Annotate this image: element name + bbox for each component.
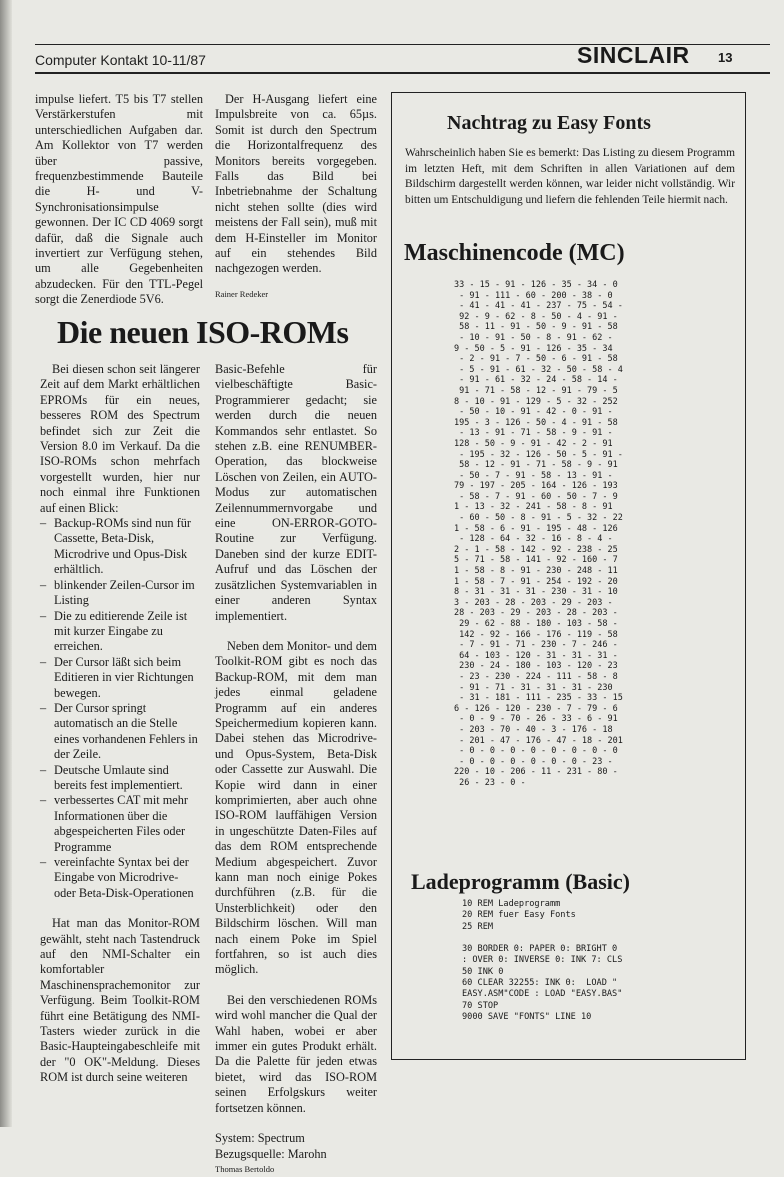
mc-line: 195 - 3 - 126 - 50 - 4 - 91 - 58	[454, 417, 618, 428]
mc-line: 6 - 126 - 120 - 230 - 7 - 79 - 6	[454, 703, 618, 714]
feature-item: – blinkender Zeilen-Cursor im Listing	[40, 578, 200, 609]
top-article-col2	[215, 92, 377, 302]
mc-line: 79 - 197 - 205 - 164 - 126 - 193	[454, 481, 618, 492]
mc-line: 1 - 58 - 7 - 91 - 254 - 192 - 20	[454, 576, 618, 587]
mc-line: 92 - 9 - 62 - 8 - 50 - 4 - 91 -	[454, 311, 618, 322]
top-article-paragraph: impulse liefert. T5 bis T7 stellen Verstärkerstufen mit unterschiedlichen Aufgaben dar. Am Kollektor von T7 werden über passive, frequenzbestimmende Bauteile die H- und V-Synchronisationsimpulse gewonnen. Der IC CD 4069 sorgt dafür, daß die Signale auch invertiert zur Verfügung stehen, um alle Gegebenheiten abzudecken. Für den TTL-Pegel sorgt die Zenerdiode 5V6.	[35, 92, 203, 307]
mc-line: 3 - 203 - 28 - 203 - 29 - 203 -	[454, 597, 613, 608]
top-article-col1	[35, 92, 203, 308]
mc-line: - 0 - 9 - 70 - 26 - 33 - 6 - 91	[454, 714, 618, 725]
iso-author: Thomas Bertoldo	[215, 1163, 275, 1174]
page-shadow	[0, 0, 12, 1127]
iso-paragraph: Basic-Befehle für vielbeschäftigte Basic-Programmierer gedacht; sie werden durch die neuen Kommandos sehr entlastet. So stehen z.B. eine RENUMBER-Operation, das blockweise Löschen von Zeilen, ein AUTO-Modus zur automatischen Zeilennummernvorgabe und eine ON-ERROR-GOTO-Routine zur Verfügung. Daneben sind der kurze EDIT-Aufruf und das Löschen der zusätzlichen Systemvariablen in einer anderen Syntax implementiert.	[215, 362, 377, 623]
basic-line: : OVER 0: INVERSE 0: INK 7: CLS	[462, 955, 623, 966]
mc-line: - 5 - 91 - 61 - 32 - 50 - 58 - 4	[454, 364, 623, 375]
feature-item: – Der Cursor läßt sich beim Editieren in vier Richtungen bewegen.	[40, 655, 200, 701]
basic-line: 20 REM fuer Easy Fonts	[462, 910, 576, 921]
mc-line: 58 - 12 - 91 - 71 - 58 - 9 - 91	[454, 460, 618, 471]
mc-line: 5 - 71 - 58 - 141 - 92 - 160 - 7	[454, 555, 618, 566]
mc-line: 2 - 1 - 58 - 142 - 92 - 238 - 25	[454, 544, 618, 555]
basic-line: 10 REM Ladeprogramm	[462, 899, 561, 909]
basic-line: 60 CLEAR 32255: INK 0: LOAD "	[462, 978, 618, 989]
mc-line: - 203 - 70 - 40 - 3 - 176 - 18	[454, 724, 613, 735]
mc-line: 8 - 10 - 91 - 129 - 5 - 32 - 252	[454, 396, 618, 407]
feature-item: – Backup-ROMs sind nun für Cassette, Beta-Disk, Microdrive und Opus-Disk erhältlich.	[40, 516, 200, 578]
machine-code-listing	[454, 280, 734, 789]
mc-line: - 58 - 7 - 91 - 60 - 50 - 7 - 9	[454, 491, 618, 502]
mc-line: - 50 - 10 - 91 - 42 - 0 - 91 -	[454, 407, 613, 418]
page-number: 13	[718, 50, 733, 65]
mc-line: 28 - 203 - 29 - 203 - 28 - 203 -	[454, 608, 618, 619]
mc-line: 26 - 23 - 0 -	[454, 777, 526, 788]
mc-line: - 41 - 41 - 41 - 237 - 75 - 54 -	[454, 301, 623, 312]
iso-article-col2	[215, 362, 377, 1177]
top-article-paragraph: Der H-Ausgang liefert eine Impulsbreite von ca. 65µs. Somit ist durch den Spectrum die Horizontalfrequenz des Monitors bereits vorgegeben. Falls das Bild bei Inbetriebnahme der Schaltung nicht stehen sollte (dies wird meistens der Fall sein), muß mit dem H-Einsteller im Monitor auf ein stehendes Bild nachgezogen werden.	[215, 92, 377, 276]
mc-line: - 201 - 47 - 176 - 47 - 18 - 201	[454, 735, 623, 746]
box-title: Nachtrag zu Easy Fonts	[447, 112, 651, 134]
basic-line	[462, 933, 622, 944]
iso-article-col1	[40, 362, 200, 1086]
mc-line: - 23 - 230 - 224 - 111 - 58 - 8	[454, 671, 618, 682]
feature-item: – verbessertes CAT mit mehr Informationen über die abgespeicherten Files oder Programme	[40, 793, 200, 855]
mc-line: 142 - 92 - 166 - 176 - 119 - 58	[454, 629, 618, 640]
mc-line: 29 - 62 - 88 - 180 - 103 - 58 -	[454, 619, 618, 629]
lade-title: Ladeprogramm (Basic)	[411, 869, 630, 894]
basic-line: 50 INK 0	[462, 966, 504, 977]
mc-line: - 128 - 64 - 32 - 16 - 8 - 4 -	[454, 534, 613, 545]
mc-line: - 0 - 0 - 0 - 0 - 0 - 0 - 0 - 0	[454, 746, 618, 757]
iso-system: System: Spectrum	[215, 1131, 305, 1146]
feature-list	[40, 516, 200, 901]
mc-line: 220 - 10 - 206 - 11 - 231 - 80 -	[454, 767, 618, 778]
mc-line: 64 - 103 - 120 - 31 - 31 - 31 -	[454, 650, 618, 661]
mc-line: 1 - 58 - 8 - 91 - 230 - 248 - 11	[454, 566, 618, 577]
feature-item: – Deutsche Umlaute sind bereits fest implementiert.	[40, 763, 200, 794]
iso-article-title: Die neuen ISO-ROMs	[57, 314, 349, 350]
mc-line: 8 - 31 - 31 - 31 - 230 - 31 - 10	[454, 587, 618, 598]
basic-line: EASY.ASM"CODE : LOAD "EASY.BAS"	[462, 989, 623, 1000]
iso-paragraph: Bei den verschiedenen ROMs wird wohl mancher die Qual der Wahl haben, wobei er aber immer ein gutes Produkt erhält. Da die Palette für jeden etwas bietet, wird das ISO-ROM seinen Erfolgskurs weiter fortsetzen können.	[215, 992, 377, 1115]
box-text: Wahrscheinlich haben Sie es bemerkt: Das Listing zu diesem Programm im letzten Heft, mit dem Schriften in allen Variationen auf dem Bildschirm dargestellt werden können, war leider nicht vollständig. Wir bitten um Entschuldigung und liefern die fehlenden Teile hiermit nach.	[405, 147, 735, 206]
mc-line: - 60 - 50 - 8 - 91 - 5 - 32 - 22	[454, 513, 623, 524]
mc-line: - 2 - 91 - 7 - 50 - 6 - 91 - 58	[454, 354, 618, 365]
mc-line: - 0 - 0 - 0 - 0 - 0 - 0 - 23 -	[454, 756, 613, 767]
mc-line: - 91 - 61 - 32 - 24 - 58 - 14 -	[454, 375, 618, 386]
feature-item: – Der Cursor springt automatisch an die Stelle eines vorhandenen Fehlers in der Zeile.	[40, 701, 200, 763]
mc-line: - 195 - 32 - 126 - 50 - 5 - 91 -	[454, 449, 623, 460]
mc-line: - 31 - 181 - 111 - 235 - 33 - 15	[454, 693, 623, 704]
feature-item: – vereinfachte Syntax bei der Eingabe von Microdrive- oder Beta-Disk-Operationen	[40, 855, 200, 901]
mc-line: 9 - 50 - 5 - 91 - 126 - 35 - 34	[454, 343, 613, 354]
mc-line: 33 - 15 - 91 - 126 - 35 - 34 - 0	[454, 280, 618, 290]
mc-line: 58 - 11 - 91 - 50 - 9 - 91 - 58	[454, 322, 618, 333]
mc-title: Maschinencode (MC)	[404, 240, 625, 266]
header-rule-bottom	[35, 72, 770, 74]
basic-line: 70 STOP	[462, 1000, 499, 1011]
iso-paragraph: Neben dem Monitor- und dem Toolkit-ROM gibt es noch das Backup-ROM, mit dem man jedes einmal geladene Programm auf ein anderes Speichermedium kopieren kann. Dabei stehen das Microdrive- und Opus-System, Beta-Disk oder Cassette zur Auswahl. Die Kopie wird dann in einer komprimierten, aber auch ohne ISO-ROM lauffähigen Version in ungeschützte Daten-Files auf das dem ROM entsprechende Medium abgespeichert. Zuvor kann man noch einige Pokes durchführen (z.B. für die Unsterblichkeit) oder den Bildschirm löschen. Will man nach einem Poke im Spiel fortfahren, so ist auch dies möglich.	[215, 638, 377, 977]
iso-intro: Bei diesen schon seit längerer Zeit auf dem Markt erhältlichen EPROMs für ein neues, besseres ROM des Spectrum befindet sich zur Zeit die Version 8.0 im Verkauf. Da die ISO-ROMs schon mehrfach vorgestellt wurden, hier nur noch einmal ihre Funktionen auf einen Blick:	[40, 362, 200, 515]
basic-line: 25 REM	[462, 921, 494, 932]
magazine-issue: Computer Kontakt 10-11/87	[35, 52, 206, 68]
basic-listing	[462, 899, 622, 1023]
mc-line: - 91 - 111 - 60 - 200 - 38 - 0	[454, 290, 613, 301]
section-title: SINCLAIR	[577, 42, 690, 68]
mc-line: - 10 - 91 - 50 - 8 - 91 - 62 -	[454, 332, 613, 343]
mc-line: - 50 - 7 - 91 - 58 - 13 - 91 -	[454, 470, 613, 481]
mc-line: 1 - 13 - 32 - 241 - 58 - 8 - 91	[454, 502, 613, 513]
basic-line: 9000 SAVE "FONTS" LINE 10	[462, 1011, 592, 1022]
mc-line: 230 - 24 - 180 - 103 - 120 - 23	[454, 661, 618, 672]
mc-line: 1 - 58 - 6 - 91 - 195 - 48 - 126	[454, 523, 618, 534]
iso-monitor-paragraph: Hat man das Monitor-ROM gewählt, steht nach Tastendruck auf den NMI-Schalter ein komfortabler Maschinensprachemonitor zur Verfügung. Beim Toolkit-ROM führt eine Betätigung des NMI-Tasters wieder zurück in die Basic-Haupteingabeschleife mit der "0 OK"-Meldung. Dieses ROM ist durch seine weiteren	[40, 916, 200, 1085]
mc-line: - 13 - 91 - 71 - 58 - 9 - 91 -	[454, 428, 613, 439]
mc-line: 128 - 50 - 9 - 91 - 42 - 2 - 91	[454, 438, 613, 449]
iso-source: Bezugsquelle: Marohn	[215, 1146, 327, 1161]
top-article-author: Rainer Redeker	[215, 288, 269, 299]
mc-line: 91 - 71 - 58 - 12 - 91 - 79 - 5	[454, 385, 618, 396]
feature-item: – Die zu editierende Zeile ist mit kurzer Eingabe zu erreichen.	[40, 609, 200, 655]
basic-line: 30 BORDER 0: PAPER 0: BRIGHT 0	[462, 944, 618, 955]
mc-line: - 91 - 71 - 31 - 31 - 31 - 230	[454, 682, 613, 693]
mc-line: - 7 - 91 - 71 - 230 - 7 - 246 -	[454, 640, 618, 651]
